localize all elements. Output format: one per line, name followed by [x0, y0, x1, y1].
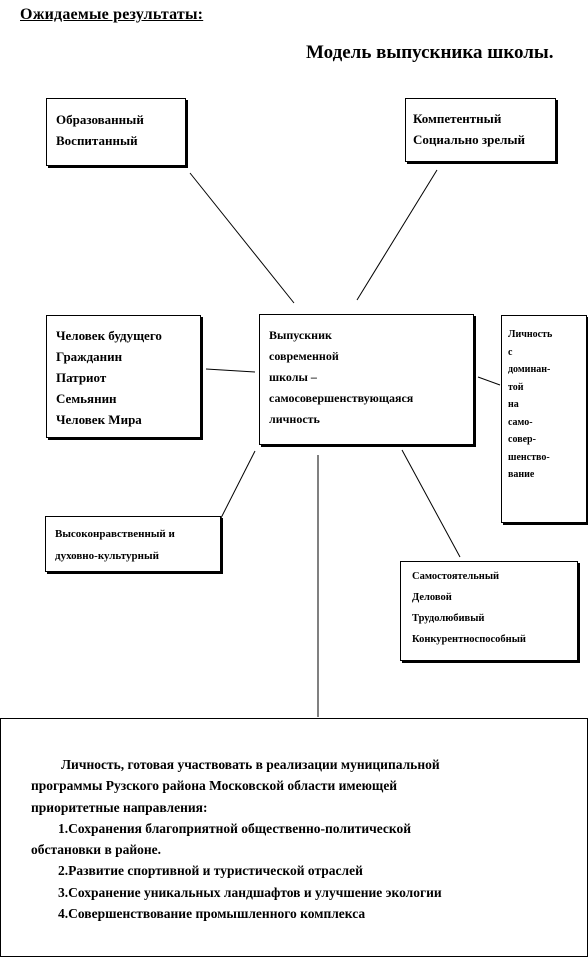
connector-middle-left	[206, 369, 255, 372]
description-line: обстановки в районе.	[31, 842, 162, 858]
box-line: само-	[508, 416, 533, 428]
description-line: Личность, готовая участвовать в реализации муниципальной	[61, 757, 440, 772]
box-line: Человек будущего	[56, 328, 162, 343]
box-line: школы –	[269, 370, 317, 384]
box-line: Семьянин	[56, 391, 117, 406]
description-line: 1.Сохранения благоприятной общественно-политической	[58, 820, 412, 836]
box-bottom-left	[45, 516, 221, 572]
box-line: Воспитанный	[56, 133, 138, 148]
box-line: Трудолюбивый	[412, 613, 485, 624]
box-middle-left	[46, 315, 201, 438]
box-top-left	[46, 98, 186, 166]
box-center	[259, 314, 474, 445]
box-line: вание	[508, 469, 535, 480]
connector-top-right	[357, 170, 437, 300]
box-bottom-right	[400, 561, 578, 661]
diagram-title: Модель выпускника школы.	[306, 42, 554, 63]
box-line: духовно-культурный	[55, 550, 159, 562]
connector-bottom-left	[221, 451, 255, 518]
box-line: Высоконравственный и	[55, 528, 175, 540]
box-line: совер-	[508, 434, 536, 445]
box-line: самосовершенствующаяся	[269, 391, 414, 405]
description-line: 3.Сохранение уникальных ландшафтов и улучшение экологии	[58, 884, 442, 900]
box-line: Патриот	[56, 370, 107, 385]
box-line: Самостоятельный	[412, 571, 500, 582]
box-line: Образованный	[56, 112, 144, 127]
box-line: Компетентный	[413, 111, 502, 126]
box-line: Конкурентноспособный	[412, 634, 526, 645]
box-line: на	[508, 399, 519, 410]
box-line: Деловой	[412, 592, 452, 603]
box-line: современной	[269, 349, 339, 363]
connector-bottom-right	[402, 450, 460, 557]
box-bottom-description	[0, 718, 588, 957]
box-line: доминан-	[508, 364, 551, 375]
description-line: программы Рузского района Московской области имеющей	[31, 778, 398, 794]
box-line: той	[508, 381, 524, 393]
box-top-right	[405, 98, 556, 162]
description-line: приоритетные направления:	[31, 799, 208, 815]
box-line: Выпускник	[269, 328, 332, 342]
box-line: личность	[269, 412, 320, 426]
connector-right	[478, 377, 500, 385]
box-line: с	[508, 346, 513, 358]
description-line: 4.Совершенствование промышленного комплекса	[58, 906, 366, 922]
box-line: Личность	[508, 329, 553, 340]
connector-top-left	[190, 173, 294, 303]
page-heading: Ожидаемые результаты:	[20, 6, 204, 23]
box-line: Человек Мира	[56, 412, 142, 427]
box-right	[501, 315, 587, 523]
box-line: шенство-	[508, 451, 550, 463]
description-line: 2.Развитие спортивной и туристической отраслей	[58, 863, 363, 879]
box-line: Гражданин	[56, 349, 123, 364]
box-line: Социально зрелый	[413, 132, 526, 147]
